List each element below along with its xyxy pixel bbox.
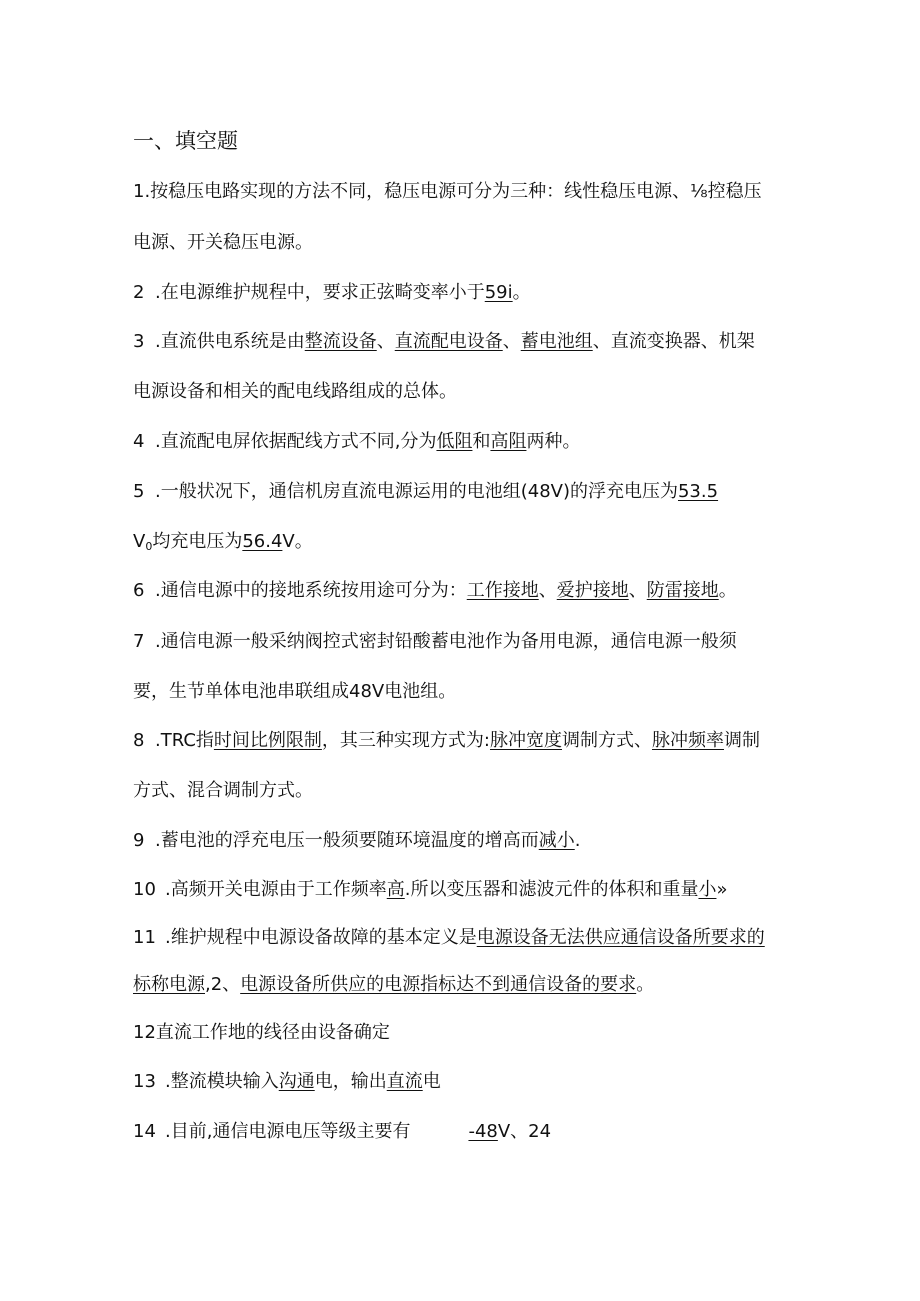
- q2-text: .在电源维护规程中，要求正弦畸变率小于: [155, 282, 485, 303]
- q6-text: 。: [718, 580, 737, 601]
- q9-number: 9: [133, 830, 145, 851]
- q5-text: V。: [282, 531, 313, 552]
- q3-answer-2: 直流配电设备: [394, 331, 503, 352]
- section-title: 一、填空题: [133, 129, 238, 153]
- q6-answer-2: 爱护接地: [556, 580, 629, 601]
- q7-line1: [133, 628, 737, 656]
- q13-text: .整流模块输入: [165, 1071, 279, 1092]
- q5-line1: [133, 478, 718, 506]
- q13-line: [133, 1068, 441, 1096]
- q6-answer-1: 工作接地: [466, 580, 539, 601]
- q4-answer-1: 低阻: [436, 431, 473, 452]
- q6-sep: 、: [628, 580, 647, 601]
- q8-line2: 方式、混合调制方式。: [133, 780, 313, 801]
- q5-text: .一般状况下，通信机房直流电源运用的电池组(48V)的浮充电压为: [155, 481, 678, 502]
- q3-number: 3: [133, 331, 145, 352]
- q5-answer-1: 53.5: [677, 481, 719, 502]
- q3-sep: 、: [376, 331, 395, 352]
- q3-answer-3: 蓄电池组: [520, 331, 593, 352]
- q11-number: 11: [133, 927, 156, 948]
- q11-answer-2: 标称电源: [133, 974, 205, 995]
- q5-number: 5: [133, 481, 145, 502]
- q6-text: .通信电源中的接地系统按用途可分为：: [155, 580, 467, 601]
- q4-text: 两种。: [526, 431, 581, 452]
- q14-line: [133, 1118, 551, 1146]
- q10-text: .所以变压器和滤波元件的体积和重量: [404, 879, 699, 900]
- q6-sep: 、: [538, 580, 557, 601]
- q5-answer-2: 56.4: [242, 531, 283, 552]
- q13-answer-2: 直流: [386, 1071, 423, 1092]
- q8-answer-3: 脉冲频率: [651, 730, 724, 751]
- q13-number: 13: [133, 1071, 156, 1092]
- q1-line2: 电源、开关稳压电源。: [133, 232, 313, 253]
- q11-line2: [133, 971, 654, 999]
- q9-line: [133, 827, 580, 855]
- q11-answer-1: 电源设备无法供应通信设备所要求的: [476, 927, 765, 948]
- q6-line: [133, 577, 737, 605]
- q8-answer-2: 脉冲宽度: [489, 730, 562, 751]
- q6-number: 6: [133, 580, 145, 601]
- q8-line1: [133, 727, 760, 755]
- q13-text: 电，输出: [314, 1071, 387, 1092]
- q8-text: 调制方式、: [561, 730, 652, 751]
- q3-line2: 电源设备和相关的配电线路组成的总体。: [133, 381, 457, 402]
- q2-end: 。: [512, 282, 531, 303]
- q5-subscript: 0: [145, 540, 153, 553]
- q4-number: 4: [133, 431, 145, 452]
- q3-answer-1: 整流设备: [304, 331, 377, 352]
- q1-line1: 1.按稳压电路实现的方法不同，稳压电源可分为三种：线性稳压电源、⅛控稳压: [133, 181, 762, 202]
- q2-number: 2: [133, 282, 145, 303]
- q7-number: 7: [133, 631, 145, 652]
- q11-text: .维护规程中电源设备故障的基本定义是: [165, 927, 477, 948]
- q8-text: ，其三种实现方式为:: [321, 730, 490, 751]
- q9-answer: 减小: [538, 830, 575, 851]
- q10-text: .高频开关电源由于工作频率: [165, 879, 387, 900]
- q10-answer-1: 高: [386, 879, 405, 900]
- q13-text: 电: [422, 1071, 441, 1092]
- q6-answer-3: 防雷接地: [646, 580, 719, 601]
- q3-line1: [133, 328, 755, 356]
- q8-text: 调制: [723, 730, 760, 751]
- q9-text: .: [574, 830, 581, 851]
- q14-number: 14: [133, 1121, 156, 1142]
- q10-answer-2: 小: [698, 879, 717, 900]
- q10-line: [133, 876, 727, 904]
- q5-line2: [133, 528, 313, 561]
- q14-text: V、24: [497, 1121, 552, 1142]
- q8-number: 8: [133, 730, 145, 751]
- q14-text: .目前,通信电源电压等级主要有: [165, 1121, 411, 1142]
- q11-line1: [133, 924, 765, 952]
- q10-text: »: [716, 879, 728, 900]
- q4-line: [133, 428, 580, 456]
- q8-text: .TRC指: [155, 730, 214, 751]
- q4-text: .直流配电屏依据配线方式不同,分为: [155, 431, 437, 452]
- q5-text: 均充电压为: [152, 531, 243, 552]
- q13-answer-1: 沟通: [278, 1071, 315, 1092]
- q2-answer: 59i: [484, 282, 513, 303]
- q12-line: 12直流工作地的线径由设备确定: [133, 1022, 390, 1043]
- q2-line: [133, 279, 531, 307]
- q3-text: .直流供电系统是由: [155, 331, 305, 352]
- q7-line2: 要，生节单体电池串联组成48V电池组。: [133, 681, 457, 702]
- q8-answer-1: 时间比例限制: [213, 730, 322, 751]
- q10-number: 10: [133, 879, 156, 900]
- q9-text: .蓄电池的浮充电压一般须要随环境温度的增高而: [155, 830, 539, 851]
- q5-text: V: [133, 531, 146, 552]
- q4-answer-2: 高阻: [490, 431, 527, 452]
- q11-text: ,2、: [205, 974, 241, 995]
- q3-sep: 、: [502, 331, 521, 352]
- q7-text: .通信电源一般采纳阀控式密封铅酸蓄电池作为备用电源，通信电源一般须: [155, 631, 737, 652]
- q4-text: 和: [472, 431, 491, 452]
- q14-answer: -48: [468, 1121, 498, 1142]
- q3-text: 、直流变换器、机架: [592, 331, 755, 352]
- q11-answer-3: 电源设备所供应的电源指标达不到通信设备的要求: [240, 974, 637, 995]
- q11-text: 。: [636, 974, 655, 995]
